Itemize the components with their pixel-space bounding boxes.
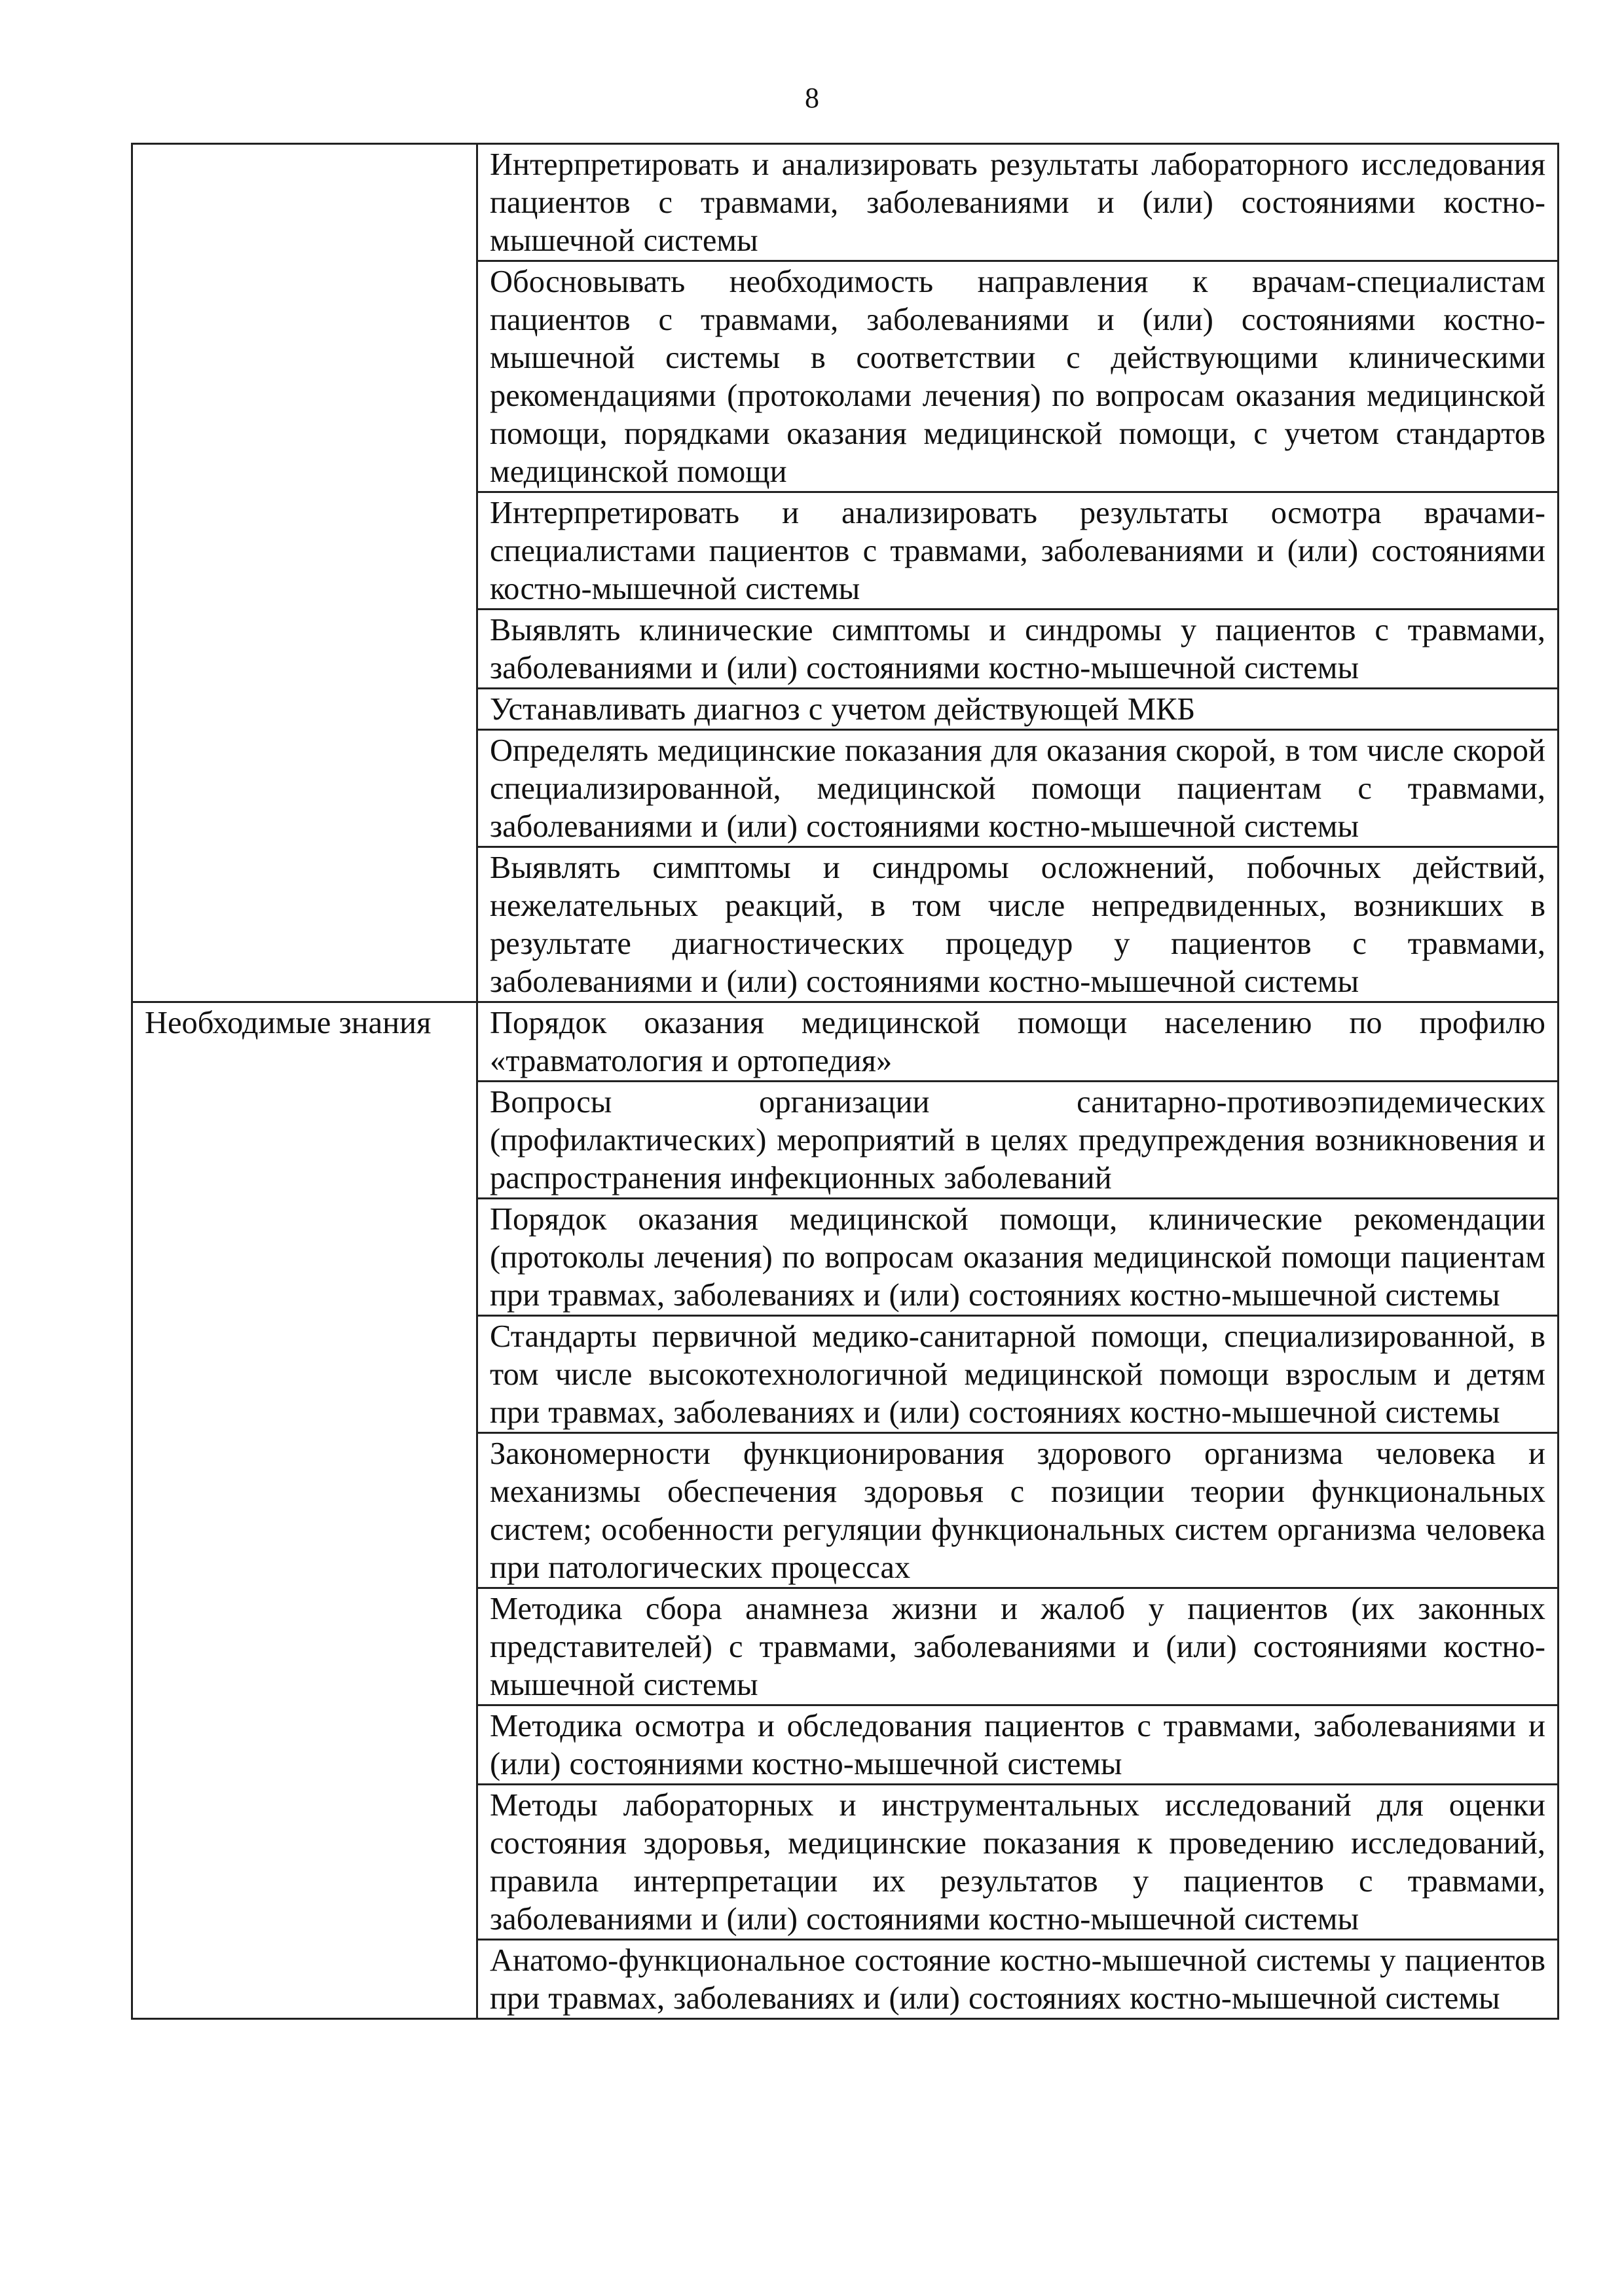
item-text: Закономерности функционирования здорового организма человека и механизмы обеспечения здоровья с позиции теории функциональных систем; особенности регуляции функциональных систем организма человека при патологических процессах: [490, 1436, 1545, 1585]
table-cell-item: [477, 492, 1559, 610]
page-number: 8: [805, 82, 819, 114]
table-cell-item: [477, 1316, 1559, 1433]
table-cell-item: [477, 1199, 1559, 1316]
table-row: [132, 144, 1559, 261]
table-row: [132, 1002, 1559, 1082]
competency-table: [131, 143, 1559, 2020]
table-cell-item: [477, 1433, 1559, 1588]
table-cell-item: [477, 1082, 1559, 1199]
item-text: Методика осмотра и обследования пациентов с травмами, заболеваниями и (или) состояниями костно-мышечной системы: [490, 1709, 1545, 1781]
table-cell-item: [477, 1002, 1559, 1082]
item-text: Методика сбора анамнеза жизни и жалоб у пациентов (их законных представителей) с травмами, заболеваниями и (или) состояниями костно-мышечной системы: [490, 1592, 1545, 1702]
item-text: Выявлять клинические симптомы и синдромы у пациентов с травмами, заболеваниями и (или) состояниями костно-мышечной системы: [490, 613, 1545, 685]
table-cell-item: [477, 730, 1559, 847]
item-text: Выявлять симптомы и синдромы осложнений, побочных действий, нежелательных реакций, в том числе непредвиденных, возникших в результате диагностических процедур у пациентов с травмами, заболеваниями и (или) состояниями костно-мышечной системы: [490, 850, 1545, 999]
item-text: Порядок оказания медицинской помощи, клинические рекомендации (протоколы лечения) по вопросам оказания медицинской помощи пациентам при травмах, заболеваниях и (или) состояниях костно-мышечной системы: [490, 1202, 1545, 1313]
table-cell-item: [477, 1940, 1559, 2019]
table-cell-item: [477, 1785, 1559, 1940]
item-text: Порядок оказания медицинской помощи населению по профилю «травматология и ортопедия»: [490, 1006, 1545, 1078]
table-cell-item: [477, 1705, 1559, 1785]
group-label-cell: Необходимые знания: [132, 1002, 477, 2019]
item-text: Определять медицинские показания для оказания скорой, в том числе скорой специализированной, медицинской помощи пациентам с травмами, заболеваниями и (или) состояниями костно-мышечной системы: [490, 733, 1545, 844]
item-text: Методы лабораторных и инструментальных исследований для оценки состояния здоровья, медицинские показания к проведению исследований, правила интерпретации их результатов у пациентов с травмами, заболеваниями и (или) состояниями костно-мышечной системы: [490, 1788, 1545, 1937]
table-cell-item: [477, 1588, 1559, 1705]
table-cell-item: [477, 610, 1559, 689]
table-cell-item: [477, 261, 1559, 492]
item-text: Устанавливать диагноз с учетом действующей МКБ: [490, 692, 1196, 727]
table-cell-item: [477, 689, 1559, 730]
item-text: Вопросы организации санитарно-противоэпидемических (профилактических) мероприятий в целях предупреждения возникновения и распространения инфекционных заболеваний: [490, 1085, 1545, 1195]
item-text: Интерпретировать и анализировать результаты лабораторного исследования пациентов с травмами, заболеваниями и (или) состояниями костно-мышечной системы: [490, 147, 1545, 258]
item-text: Анатомо-функциональное состояние костно-мышечной системы у пациентов при травмах, заболеваниях и (или) состояниях костно-мышечной системы: [490, 1943, 1545, 2016]
group-label-cell: [132, 144, 477, 1002]
table-cell-item: [477, 144, 1559, 261]
item-text: Обосновывать необходимость направления к врачам-специалистам пациентов с травмами, заболеваниями и (или) состояниями костно-мышечной системы в соответствии с действующими клиническими рекомендациями (протоколами лечения) по вопросам оказания медицинской помощи, порядками оказания медицинской помощи, с учетом стандартов медицинской помощи: [490, 264, 1545, 489]
item-text: Интерпретировать и анализировать результаты осмотра врачами-специалистами пациентов с травмами, заболеваниями и (или) состояниями костно-мышечной системы: [490, 496, 1545, 606]
table-cell-item: [477, 847, 1559, 1002]
item-text: Стандарты первичной медико-санитарной помощи, специализированной, в том числе высокотехнологичной медицинской помощи взрослым и детям при травмах, заболеваниях и (или) состояниях костно-мышечной системы: [490, 1319, 1545, 1430]
